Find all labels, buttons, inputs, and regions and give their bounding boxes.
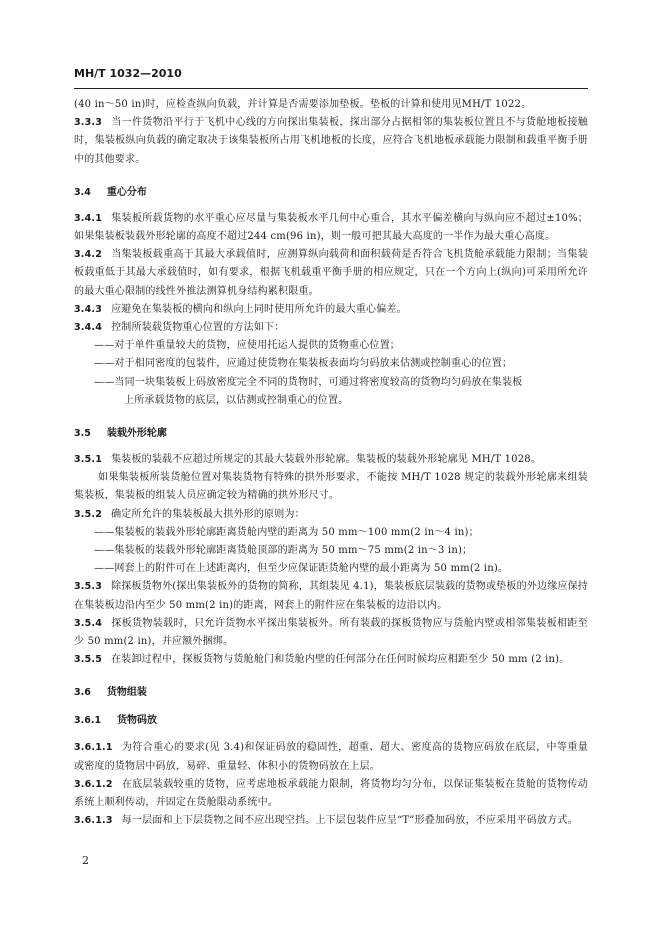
paragraph-text: (40 in～50 in)时，应检查纵向负载，并计算是否需要添加垫板。垫板的计算和使用见MH/T 1022。	[74, 99, 532, 110]
clause-number: 3.5.1	[74, 454, 103, 466]
clause-3-4-3	[74, 301, 588, 319]
clause-3-6-1-2	[74, 776, 588, 812]
section-heading-3-4	[74, 184, 588, 202]
clause-number: 3.6.1.1	[74, 742, 113, 754]
clause-number: 3.5.2	[74, 508, 103, 520]
section-number: 3.5	[74, 428, 91, 440]
clause-number: 3.4.4	[74, 322, 103, 334]
section-heading-3-5	[74, 425, 588, 443]
clause-3-6-1-3	[74, 812, 588, 830]
clause-3-6-1-1	[74, 739, 588, 775]
list-item: ——对于相同密度的包装件，应通过使货物在集装板表面均匀码放来估测或控制重心的位置；	[94, 358, 513, 370]
clause-text: 应避免在集装板的横向和纵向上同时使用所允许的最大重心偏差。	[111, 303, 407, 315]
clause-text: 除探板货物外(探出集装板外的货物的简称，其组装见 4.1)，集装板底层装载的货物或垫板的外边缘应保持在集装板边沿内至少 50 mm(2 in)的距离，网套上的附件应在集装板的边沿以内。	[74, 581, 588, 611]
clause-text: 当一件货物沿平行于飞机中心线的方向探出集装板，探出部分占据相邻的集装板位置且不与货舱地板接触时，集装板纵向负载的确定取决于该集装板所占用飞机地板的长度，应符合飞机地板承载能力限制和载重平衡手册中的其他要求。	[74, 117, 588, 165]
clause-number: 3.4.3	[74, 303, 103, 315]
list-item: ——集装板的装载外形轮廓距离货舱内壁的距离为 50 mm～100 mm(2 in～4 in)；	[94, 526, 479, 538]
clause-text: 每一层面和上下层货物之间不应出现空挡。上下层包装件应呈“T”形叠加码放，不应采用平码放方式。	[121, 815, 578, 827]
list-item: ——集装板的装载外形轮廓距离货舱顶部的距离为 50 mm～75 mm(2 in～3 in)；	[94, 545, 473, 557]
clause-text: 在底层装载较重的货物，应考虑地板承载能力限制，将货物均匀分布，以保证集装板在货舱的货物传动系统上顺利传动，并固定在货舱限动系统中。	[74, 778, 588, 809]
section-title: 重心分布	[106, 186, 147, 198]
clause-text: 确定所允许的集装板最大拱外形的原则为：	[111, 508, 305, 520]
section-number: 3.6	[74, 687, 91, 699]
clause-3-4-2	[74, 246, 588, 301]
clause-text: 集装板所载货物的水平重心应尽量与集装板水平几何中心重合，其水平偏差横向与纵向应不超过±10%；如果集装板装载外形轮廓的高度不超过244 cm(96 in)，则一般可把其最大高度的一半作为最大重心高度。	[74, 212, 588, 243]
clause-text: 当集装板载重高于其最大承载值时，应测算纵向载荷和面积载荷是否符合飞机货舱承载能力限制；当集装板载重低于其最大承载值时，如有要求，根据飞机载重平衡手册的相应规定，只在一个方向上(纵向)可采用所允许的最大重心限制的线性外推法测算机身结构累积限重。	[74, 249, 588, 297]
clause-3-5-5	[74, 651, 588, 669]
clause-number: 3.4.1	[74, 212, 103, 224]
clause-3-5-4	[74, 615, 588, 651]
clause-number: 3.5.5	[74, 654, 103, 666]
page-number: 2	[82, 854, 89, 867]
clause-3-5-3	[74, 578, 588, 614]
clause-text: 集装板的装载不应超过所规定的其最大装载外形轮廓。集装板的装载外形轮廓见 MH/T 1028。	[111, 454, 542, 466]
clause-text: 在装卸过程中，探板货物与货舱舱门和货舱内壁的任何部分在任何时候均应相距至少 50 mm (2 in)。	[111, 654, 570, 666]
clause-3-4-4	[74, 319, 588, 337]
clause-3-3-3	[74, 114, 588, 169]
list-item: ——网套上的附件可在上述距离内，但至少应保证距货舱内壁的最小距离为 50 mm(2 in)。	[94, 563, 509, 575]
clause-number: 3.6.1.2	[74, 778, 113, 790]
clause-3-5-1	[74, 451, 588, 469]
clause-3-4-1	[74, 210, 588, 246]
clause-number: 3.5.3	[74, 581, 103, 593]
section-heading-3-6	[74, 684, 588, 702]
section-number: 3.4	[74, 186, 91, 198]
section-heading-3-6-1	[74, 712, 588, 730]
clause-text: 控制所装载货物重心位置的方法如下：	[111, 322, 285, 334]
standard-number: MH/T 1032—2010	[74, 67, 182, 80]
clause-number: 3.5.4	[74, 617, 103, 629]
clause-number: 3.6.1.3	[74, 815, 113, 827]
clause-text: 探板货物装载时，只允许货物水平探出集装板外。所有装载的探板货物应与货舱内壁或相邻集装板相距至少 50 mm(2 in)，并应额外捆绑。	[74, 617, 588, 648]
document-body	[74, 96, 588, 831]
clause-text: 为符合重心的要求(见 3.4)和保证码放的稳固性，超重、超大、密度高的货物应码放在底层，中等重量或密度的货物居中码放，易碎、重量轻、体积小的货物码放在上层。	[74, 742, 588, 772]
section-title: 装载外形轮廓	[106, 428, 167, 440]
section-number: 3.6.1	[74, 715, 102, 727]
clause-number: 3.4.2	[74, 249, 103, 261]
list-item-continued: 上所承载货物的底层，以估测或控制重心的位置。	[124, 394, 349, 406]
list-item: ——对于单件重量较大的货物，应使用托运人提供的货物重心位置；	[94, 340, 400, 352]
header-rule	[74, 88, 588, 89]
paragraph: 如果集装板所装货舱位置对集装货物有特殊的拱外形要求，不能按 MH/T 1028 规定的装载外形轮廓来组装集装板，集装板的组装人员应确定较为精确的拱外形尺寸。	[74, 472, 588, 502]
paragraph-continued	[74, 96, 588, 114]
clause-number: 3.3.3	[74, 117, 103, 129]
section-title: 货物组装	[106, 687, 147, 699]
list-item: ——当同一块集装板上码放密度完全不同的货物时，可通过将密度较高的货物均匀码放在集装板	[94, 376, 523, 388]
section-title: 货物码放	[117, 715, 158, 727]
clause-3-5-2	[74, 506, 588, 524]
